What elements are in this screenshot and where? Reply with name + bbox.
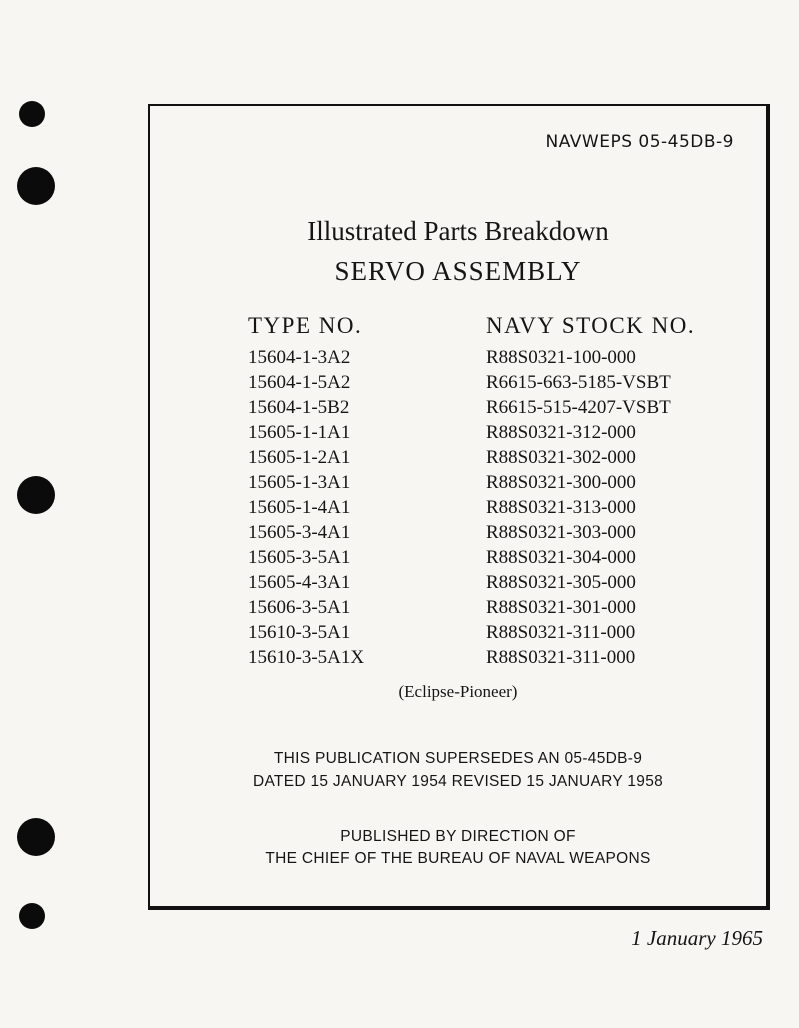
stock-no: R88S0321-311-000 [486,622,636,643]
parts-row [150,547,766,572]
type-no: 15605-1-2A1 [248,447,351,468]
type-no: 15610-3-5A1 [248,622,351,643]
stock-no: R88S0321-300-000 [486,472,636,493]
stock-no: R88S0321-305-000 [486,572,636,593]
parts-row [150,497,766,522]
published-by: PUBLISHED BY DIRECTION OF [340,828,576,845]
publication-date: 1 January 1965 [631,926,763,950]
type-no: 15604-1-3A2 [248,347,351,368]
document-title: Illustrated Parts Breakdown [307,216,609,246]
type-no: 15604-1-5A2 [248,372,351,393]
type-no: 15605-4-3A1 [248,572,351,593]
binder-hole [17,818,55,856]
binder-hole [17,476,55,514]
type-no: 15605-1-3A1 [248,472,351,493]
stock-no: R6615-663-5185-VSBT [486,372,671,393]
parts-row [150,372,766,397]
parts-row [150,447,766,472]
stock-no: R88S0321-303-000 [486,522,636,543]
parts-row [150,347,766,372]
type-no: 15605-3-4A1 [248,522,351,543]
supersedes-dates: DATED 15 JANUARY 1954 REVISED 15 JANUARY 1958 [252,773,664,790]
parts-row [150,647,766,672]
parts-list [150,347,766,672]
stock-no: R88S0321-301-000 [486,597,636,618]
parts-row [150,422,766,447]
navy-stock-no-header: NAVY STOCK NO. [486,313,696,338]
publication-number: NAVWEPS 05-45DB-9 [545,132,734,152]
binder-hole [17,167,55,205]
stock-no: R88S0321-302-000 [486,447,636,468]
type-no: 15610-3-5A1X [248,647,365,668]
stock-no: R88S0321-311-000 [486,647,636,668]
type-no: 15605-3-5A1 [248,547,351,568]
type-no: 15604-1-5B2 [248,397,350,418]
stock-no: R88S0321-313-000 [486,497,636,518]
document-subtitle: SERVO ASSEMBLY [334,256,582,286]
parts-row [150,522,766,547]
title-page-frame [148,104,770,910]
type-no: 15605-1-4A1 [248,497,351,518]
parts-row [150,572,766,597]
stock-no: R88S0321-312-000 [486,422,636,443]
stock-no: R88S0321-304-000 [486,547,636,568]
parts-row [150,622,766,647]
parts-row [150,397,766,422]
type-no: 15606-3-5A1 [248,597,351,618]
publishing-authority: THE CHIEF OF THE BUREAU OF NAVAL WEAPONS [265,850,651,867]
parts-row [150,472,766,497]
type-no-header: TYPE NO. [248,313,363,338]
type-no: 15605-1-1A1 [248,422,351,443]
supersedes-notice: THIS PUBLICATION SUPERSEDES AN 05-45DB-9 [273,750,643,767]
stock-no: R88S0321-100-000 [486,347,636,368]
manufacturer: (Eclipse-Pioneer) [398,682,518,701]
binder-hole [19,903,45,929]
binder-hole [19,101,45,127]
parts-row [150,597,766,622]
stock-no: R6615-515-4207-VSBT [486,397,671,418]
